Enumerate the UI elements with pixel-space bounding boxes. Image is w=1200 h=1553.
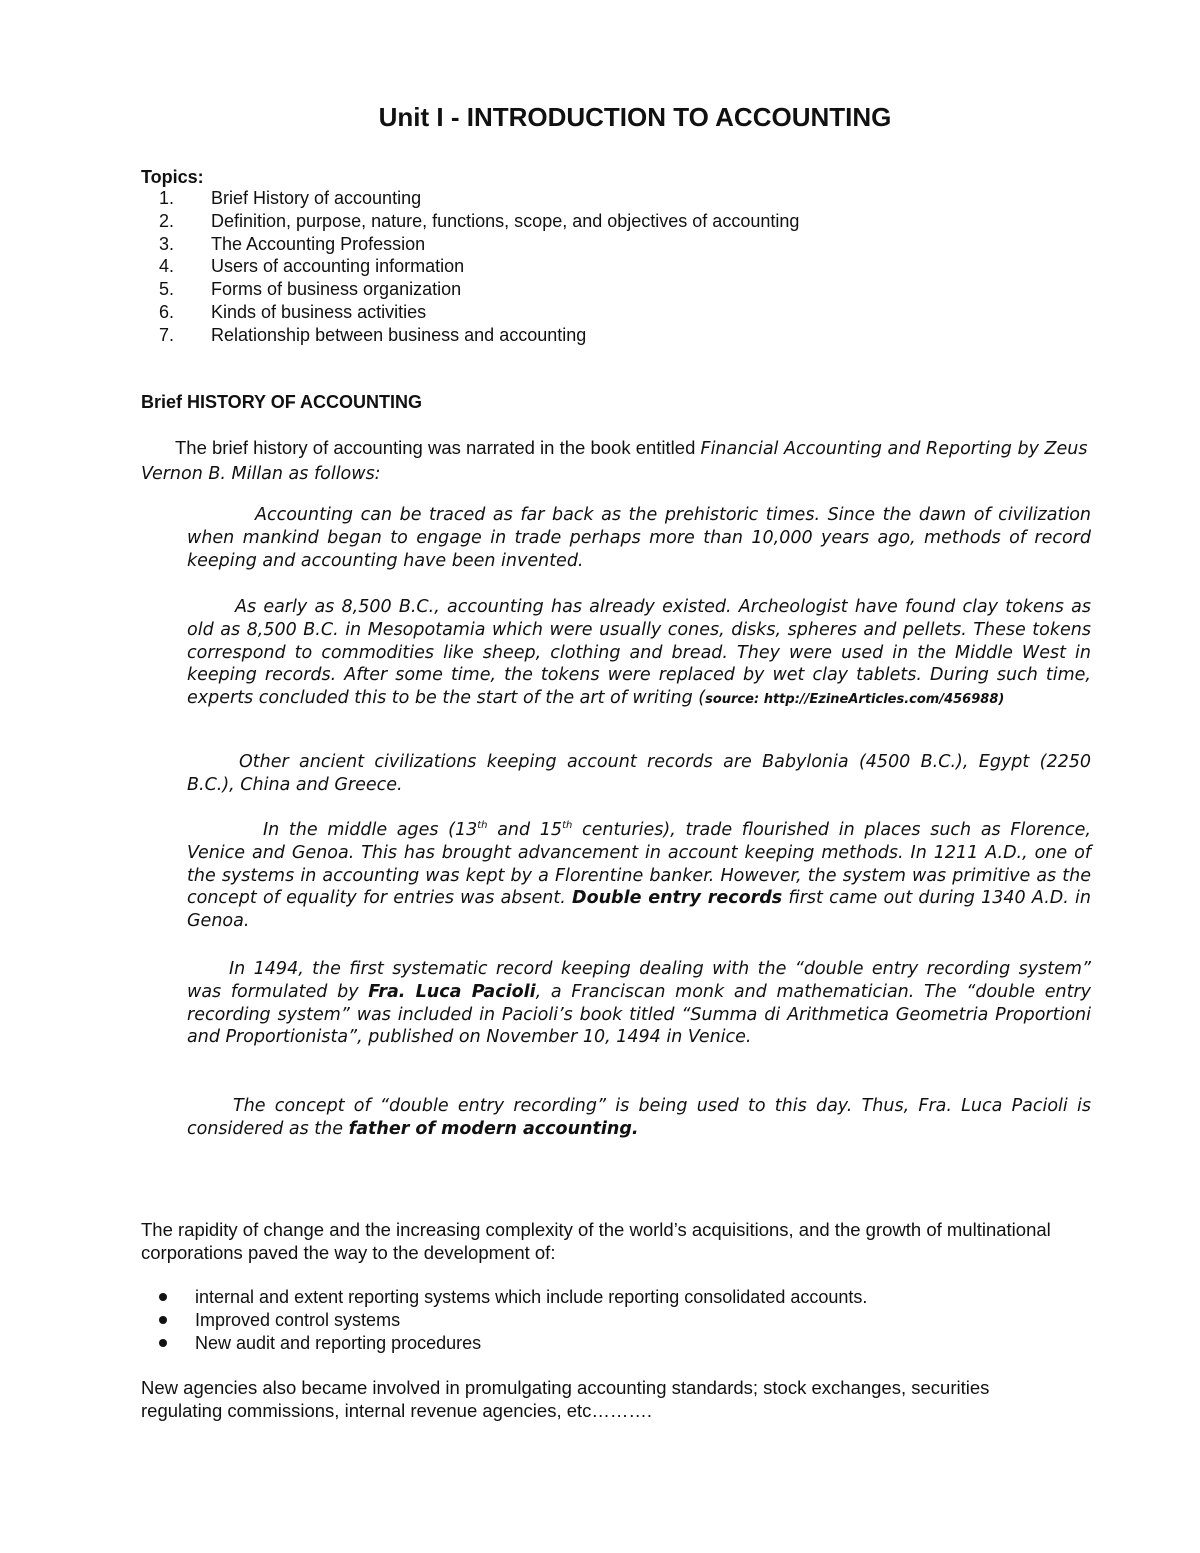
bullet-text: internal and extent reporting systems which include reporting consolidated accounts.	[195, 1287, 868, 1307]
section-heading-history: Brief HISTORY OF ACCOUNTING	[141, 392, 423, 412]
list-item	[141, 1309, 867, 1332]
bullet-text: New audit and reporting procedures	[195, 1332, 482, 1353]
emphasis-double-entry: Double entry records	[572, 888, 783, 909]
topic-item	[141, 278, 799, 301]
bullet-text: Improved control systems	[195, 1309, 401, 1330]
topic-number: 7.	[158, 324, 174, 345]
topic-item	[141, 301, 799, 324]
history-paragraph-1: Accounting can be traced as far back as the prehistoric times. Since the dawn of civilization when mankind began to engage in trade perhaps more than 10,000 years ago, methods of record keeping and accounting have been invented.	[187, 505, 1091, 571]
history-intro	[141, 436, 1121, 486]
topics-list	[141, 187, 799, 347]
topic-number: 6.	[158, 301, 174, 322]
history-paragraph-5	[187, 958, 1091, 1049]
book-title: Financial Accounting and Reporting by Zeus Vernon B. Millan as follows:	[141, 439, 1088, 484]
bullet-icon	[159, 1339, 167, 1347]
history-paragraph-5-text: In 1494, the first systematic record keeping dealing with the “double entry recording system” was formulated by	[187, 959, 1091, 1002]
topic-text: Kinds of business activities	[211, 301, 427, 322]
emphasis-father-of-accounting: father of modern accounting.	[348, 1118, 639, 1139]
topic-number: 4.	[158, 256, 174, 277]
superscript: th	[477, 820, 488, 832]
history-paragraph-3: Other ancient civilizations keeping account records are Babylonia (4500 B.C.), Egypt (2250 B.C.), China and Greece.	[187, 752, 1091, 795]
topic-text: Definition, purpose, nature, functions, scope, and objectives of accounting	[211, 210, 800, 231]
topic-number: 2.	[158, 210, 174, 231]
topic-text: Users of accounting information	[211, 256, 465, 277]
topic-number: 3.	[158, 233, 174, 254]
page-title: Unit I - INTRODUCTION TO ACCOUNTING	[378, 102, 892, 132]
history-intro-text: The brief history of accounting was narrated in the book entitled	[175, 437, 701, 458]
development-intro: The rapidity of change and the increasing complexity of the world’s acquisitions, and the growth of multinational corporations paved the way to the development of:	[141, 1219, 1051, 1263]
history-paragraph-4-text: centuries), trade flourished in places such as Florence, Venice and Genoa. This has brought advancement in account keeping methods. In 1211 A.D., one of the systems in accounting was kept by a Florentine banker. However, the system was primitive as the concept of equality for entries was absent.	[187, 820, 1091, 909]
topic-item	[141, 255, 799, 278]
topic-number: 1.	[158, 188, 174, 208]
history-paragraph-2	[187, 596, 1091, 712]
source-citation: source: http://EzineArticles.com/456988)	[705, 692, 1005, 708]
list-item	[141, 1286, 867, 1309]
emphasis-pacioli: Fra. Luca Pacioli	[368, 981, 536, 1002]
history-paragraph-4-text: first came out during 1340 A.D. in Genoa.	[187, 888, 1091, 932]
topic-text: Relationship between business and accounting	[211, 324, 587, 345]
closing-paragraph: New agencies also became involved in promulgating accounting standards; stock exchanges, securities regulating commissions, internal revenue agencies, etc……….	[141, 1377, 990, 1421]
topic-text: Brief History of accounting	[211, 188, 422, 208]
topics-label: Topics:	[141, 167, 204, 187]
history-paragraph-2-text: As early as 8,500 B.C., accounting has already existed. Archeologist have found clay tokens as old as 8,500 B.C. in Mesopotamia which were usually cones, disks, spheres and pellets. These tokens correspond to commodities like sheep, clothing and bread. They were used in the Middle West in keeping records. After some time, the tokens were replaced by wet clay tablets. During such time, experts concluded this to be the start of the art of writing (	[187, 597, 1091, 709]
history-paragraph-4	[187, 819, 1091, 933]
development-bullet-list	[141, 1286, 867, 1354]
bullet-icon	[159, 1293, 167, 1301]
topic-item	[141, 324, 799, 347]
topic-item	[141, 187, 799, 210]
topic-text: The Accounting Profession	[211, 233, 426, 254]
history-paragraph-5-text: , a Franciscan monk and mathematician. The “double entry recording system” was included in Pacioli’s book titled “Summa di Arithmetica Geometria Proportioni and Proportionista”, published on November 10, 1494 in Venice.	[187, 981, 1091, 1048]
topic-number: 5.	[158, 279, 174, 300]
topic-text: Forms of business organization	[211, 279, 462, 300]
topic-item	[141, 210, 799, 233]
topic-item	[141, 233, 799, 256]
history-paragraph-4-text: and 15	[487, 820, 563, 840]
bullet-icon	[159, 1316, 167, 1324]
history-paragraph-4-text: In the middle ages (13	[263, 820, 478, 840]
superscript: th	[562, 820, 573, 832]
history-paragraph-6-text: The concept of “double entry recording” is being used to this day. Thus, Fra. Luca Pacioli is considered as the	[187, 1096, 1091, 1139]
history-paragraph-6	[187, 1095, 1091, 1141]
list-item	[141, 1332, 867, 1355]
